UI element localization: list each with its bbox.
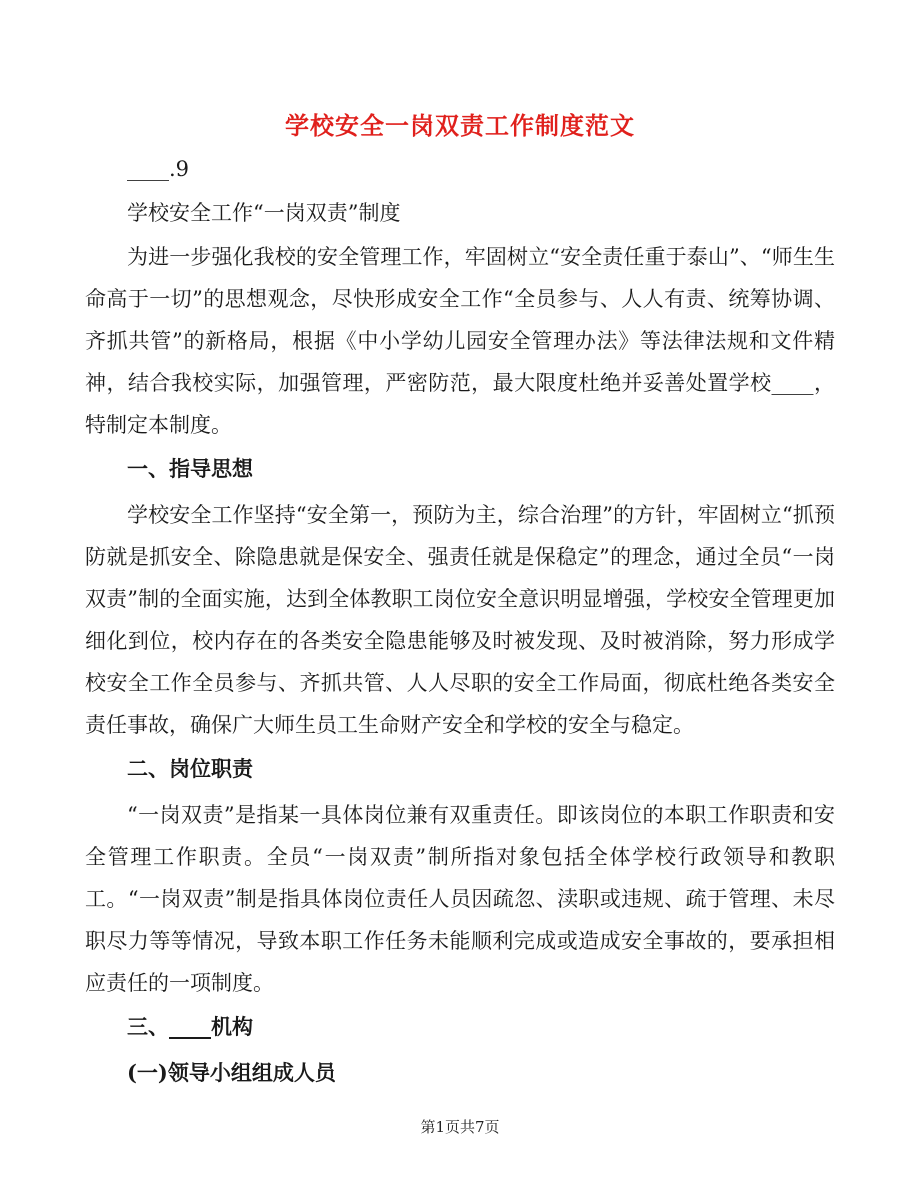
intro-paragraph: 为进一步强化我校的安全管理工作，牢固树立“安全责任重于泰山”、“师生生命高于一切”的思想观念，尽快形成安全工作“全员参与、人人有责、统筹协调、齐抓共管”的新格局，根据《中小学幼儿园安全管理办法》等法律法规和文件精神，结合我校实际，加强管理，严密防范，最大限度杜绝并妥善处置学校____，特制定本制度。: [85, 245, 835, 437]
document-title: 学校安全一岗双责工作制度范文: [285, 111, 635, 140]
section-heading-job-duties: 二、岗位职责: [127, 756, 253, 781]
section-heading-organization: 三、____机构: [127, 1014, 253, 1039]
document-body: [85, 148, 835, 1098]
section-body-guiding-ideology: 学校安全工作坚持“安全第一，预防为主，综合治理”的方针，牢固树立“抓预防就是抓安全、除隐患就是保安全、强责任就是保稳定”的理念，通过全员“一岗双责”制的全面实施，达到全体教职工岗位安全意识明显增强，学校安全管理更加细化到位，校内存在的各类安全隐患能够及时被发现、及时被消除，努力形成学校安全工作全员参与、齐抓共管、人人尽职的安全工作局面，彻底杜绝各类安全责任事故，确保广大师生员工生命财产安全和学校的安全与稳定。: [85, 503, 835, 737]
subheading-leading-group: (一)领导小组组成人员: [127, 1060, 336, 1085]
document-subtitle: 学校安全工作“一岗双责”制度: [127, 201, 401, 225]
section-body-job-duties: “一岗双责”是指某一具体岗位兼有双重责任。即该岗位的本职工作职责和安全管理工作职责。全员“一岗双责”制所指对象包括全体学校行政领导和教职工。“一岗双责”制是指具体岗位责任人员因疏忽、渎职或违规、疏于管理、未尽职尽力等等情况，导致本职工作任务未能顺利完成或造成安全事故的，要承担相应责任的一项制度。: [85, 803, 835, 995]
section-heading-guiding-ideology: 一、指导思想: [127, 456, 253, 481]
date-line: ____.9: [127, 157, 190, 181]
page-number: 第1页共7页: [420, 1118, 500, 1136]
